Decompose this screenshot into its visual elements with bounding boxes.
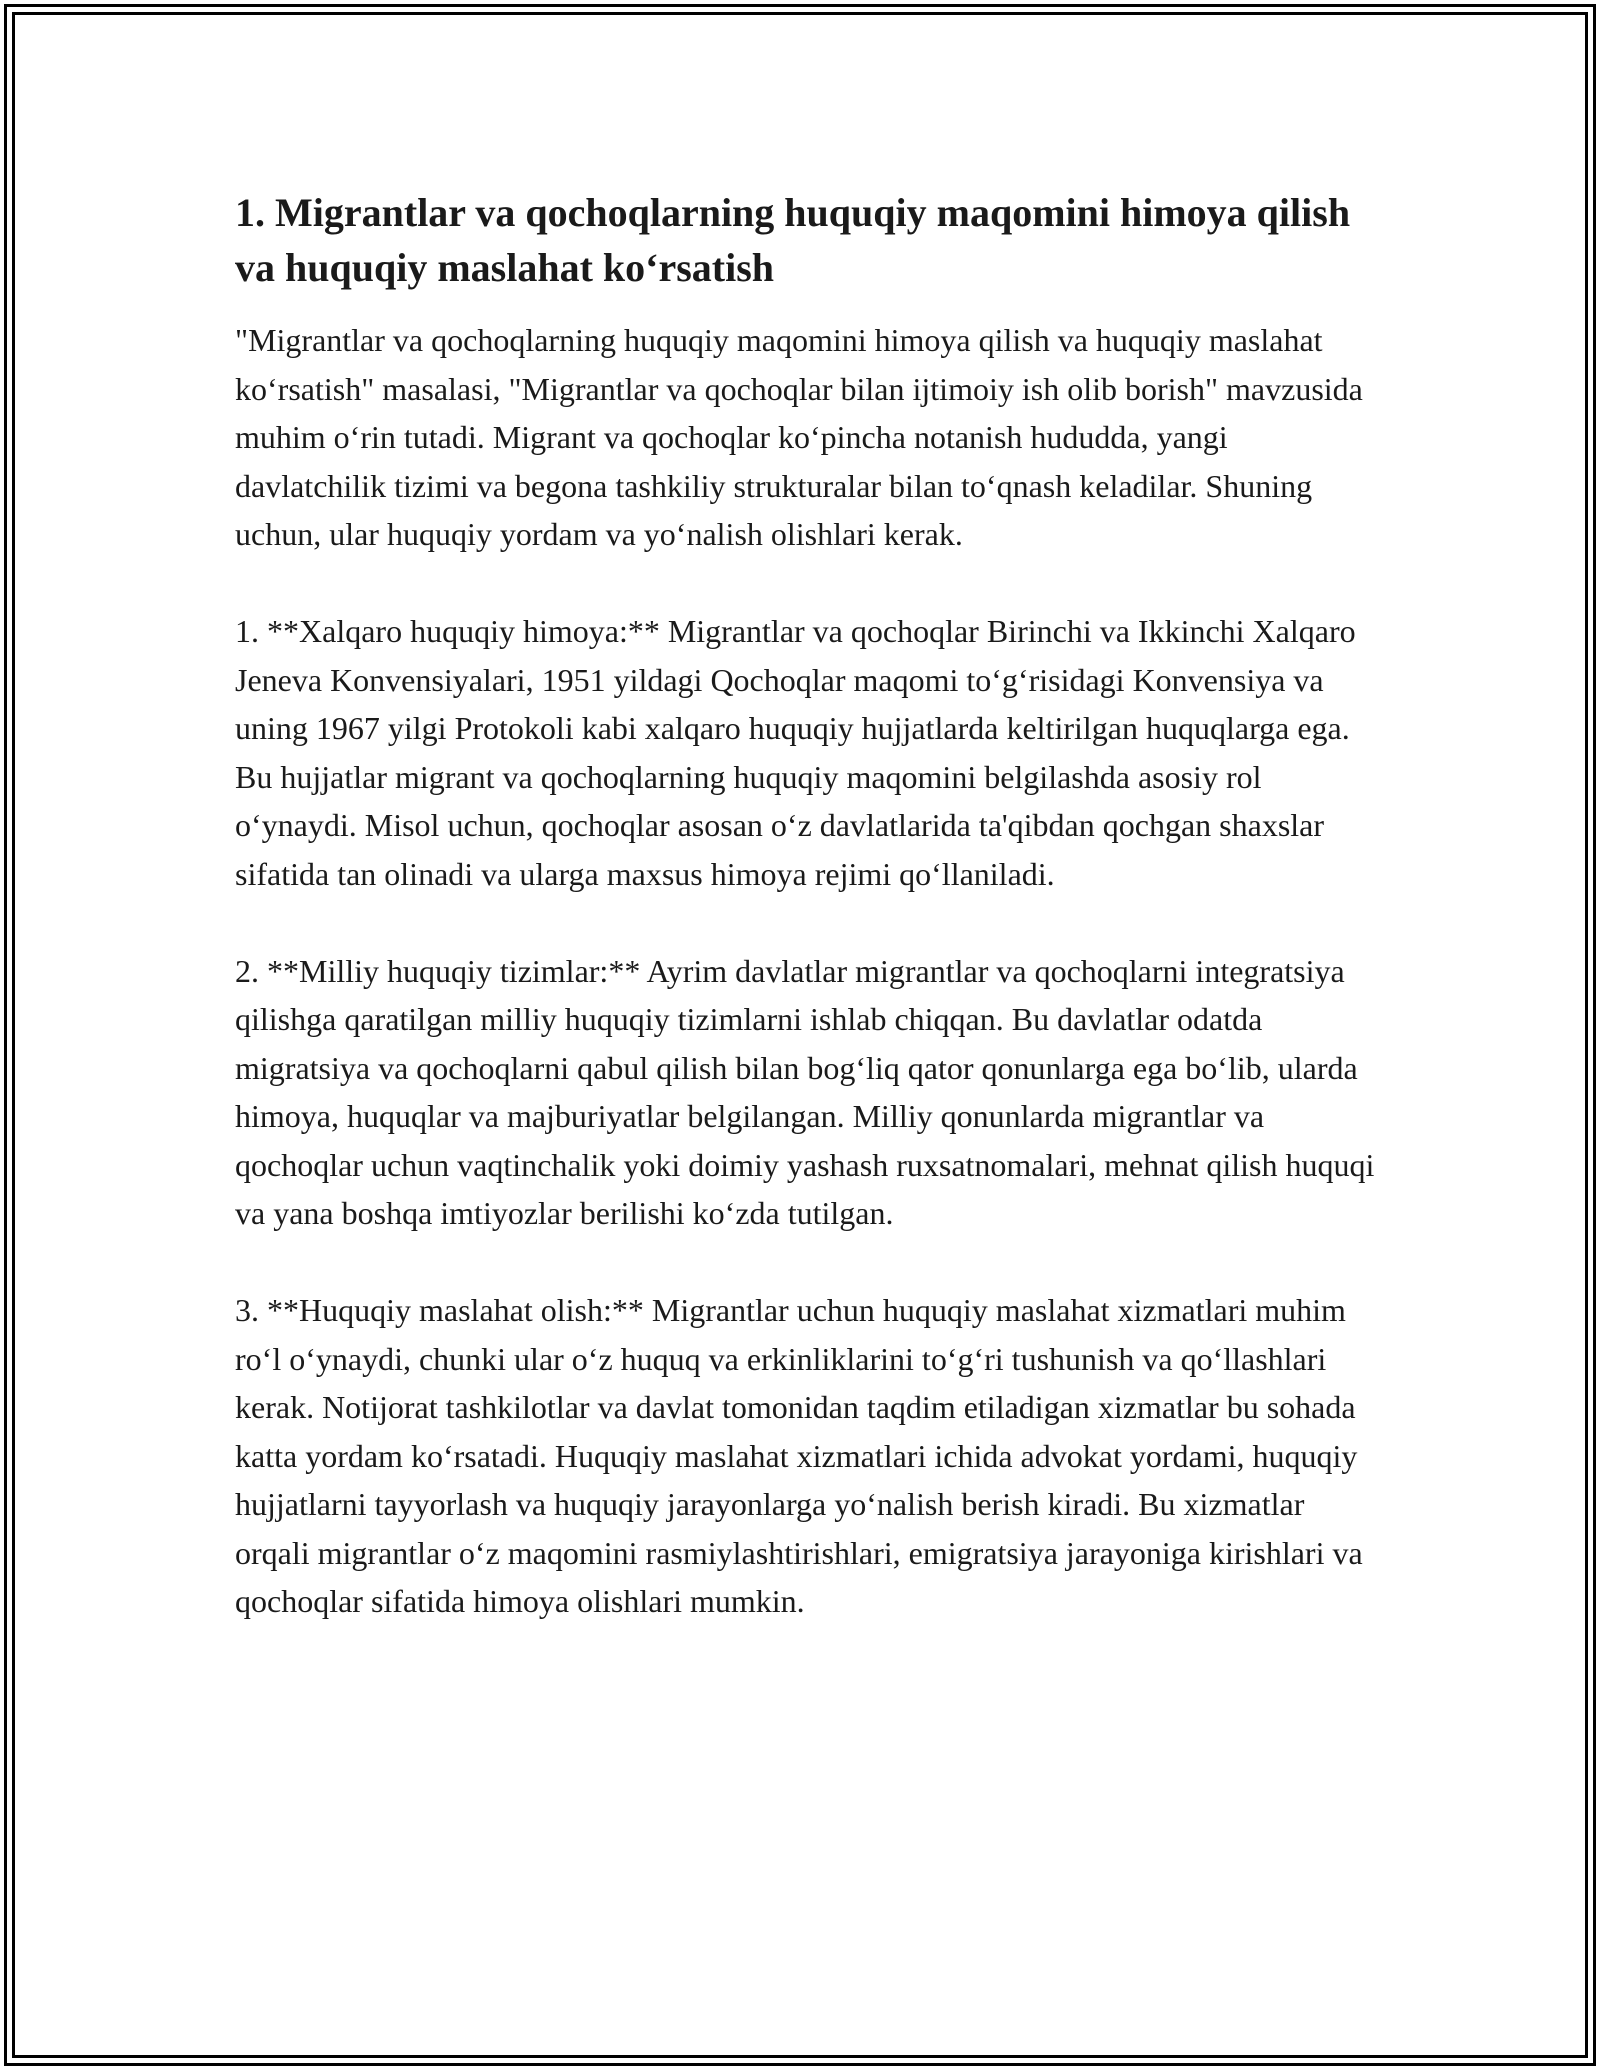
paragraph-national-systems: 2. **Milliy huquqiy tizimlar:** Ayrim davlatlar migrantlar va qochoqlarni integratsiya qilishga qaratilgan milliy huquqiy tizimlarni ishlab chiqqan. Bu davlatlar odatda migratsiya va qochoqlarni qabul qilish bilan bog‘liq qator qonunlarga ega bo‘lib, ularda himoya, huquqlar va majburiyatlar belgilangan. Milliy qonunlarda migrantlar va qochoqlar uchun vaqtinchalik yoki doimiy yashash ruxsatnomalari, mehnat qilish huquqi va yana boshqa imtiyozlar berilishi ko‘zda tutilgan.	[235, 952, 1375, 1231]
paragraph-legal-advice: 3. **Huquqiy maslahat olish:** Migrantlar uchun huquqiy maslahat xizmatlari muhim ro‘l o‘ynaydi, chunki ular o‘z huquq va erkinliklarini to‘g‘ri tushunish va qo‘llashlari kerak. Notijorat tashkilotlar va davlat tomonidan taqdim etiladigan xizmatlar bu sohada katta yordam ko‘rsatadi. Huquqiy maslahat xizmatlari ichida advokat yordami, huquqiy hujjatlarni tayyorlash va huquqiy jarayonlarga yo‘nalish berish kiradi. Bu xizmatlar orqali migrantlar o‘z maqomini rasmiylashtirishlari, emigratsiya jarayoniga kirishlari va qochoqlar sifatida himoya olishlari mumkin.	[235, 1292, 1363, 1619]
intro-paragraph: "Migrantlar va qochoqlarning huquqiy maqomini himoya qilish va huquqiy maslahat ko‘rsatish" masalasi, "Migrantlar va qochoqlar bilan ijtimoiy ish olib borish" mavzusida muhim o‘rin tutadi. Migrant va qochoqlar ko‘pincha notanish hududda, yangi davlatchilik tizimi va begona tashkiliy strukturalar bilan to‘qnash keladilar. Shuning uchun, ular huquqiy yordam va yo‘nalish olishlari kerak.	[235, 322, 1363, 552]
paragraph-international-protection: 1. **Xalqaro huquqiy himoya:** Migrantlar va qochoqlar Birinchi va Ikkinchi Xalqaro Jeneva Konvensiyalari, 1951 yildagi Qochoqlar maqomi to‘g‘risidagi Konvensiya va uning 1967 yilgi Protokoli kabi xalqaro huquqiy hujjatlarda keltirilgan huquqlarga ega. Bu hujjatlar migrant va qochoqlarning huquqiy maqomini belgilashda asosiy rol o‘ynaydi. Misol uchun, qochoqlar asosan o‘z davlatlarida ta'qibdan qochgan shaxslar sifatida tan olinadi va ularga maxsus himoya rejimi qo‘llaniladi.	[235, 613, 1356, 892]
document-body	[235, 185, 1375, 1674]
section-heading: 1. Migrantlar va qochoqlarning huquqiy maqomini himoya qilish va huquqiy maslahat ko‘rsatish	[235, 190, 1351, 290]
